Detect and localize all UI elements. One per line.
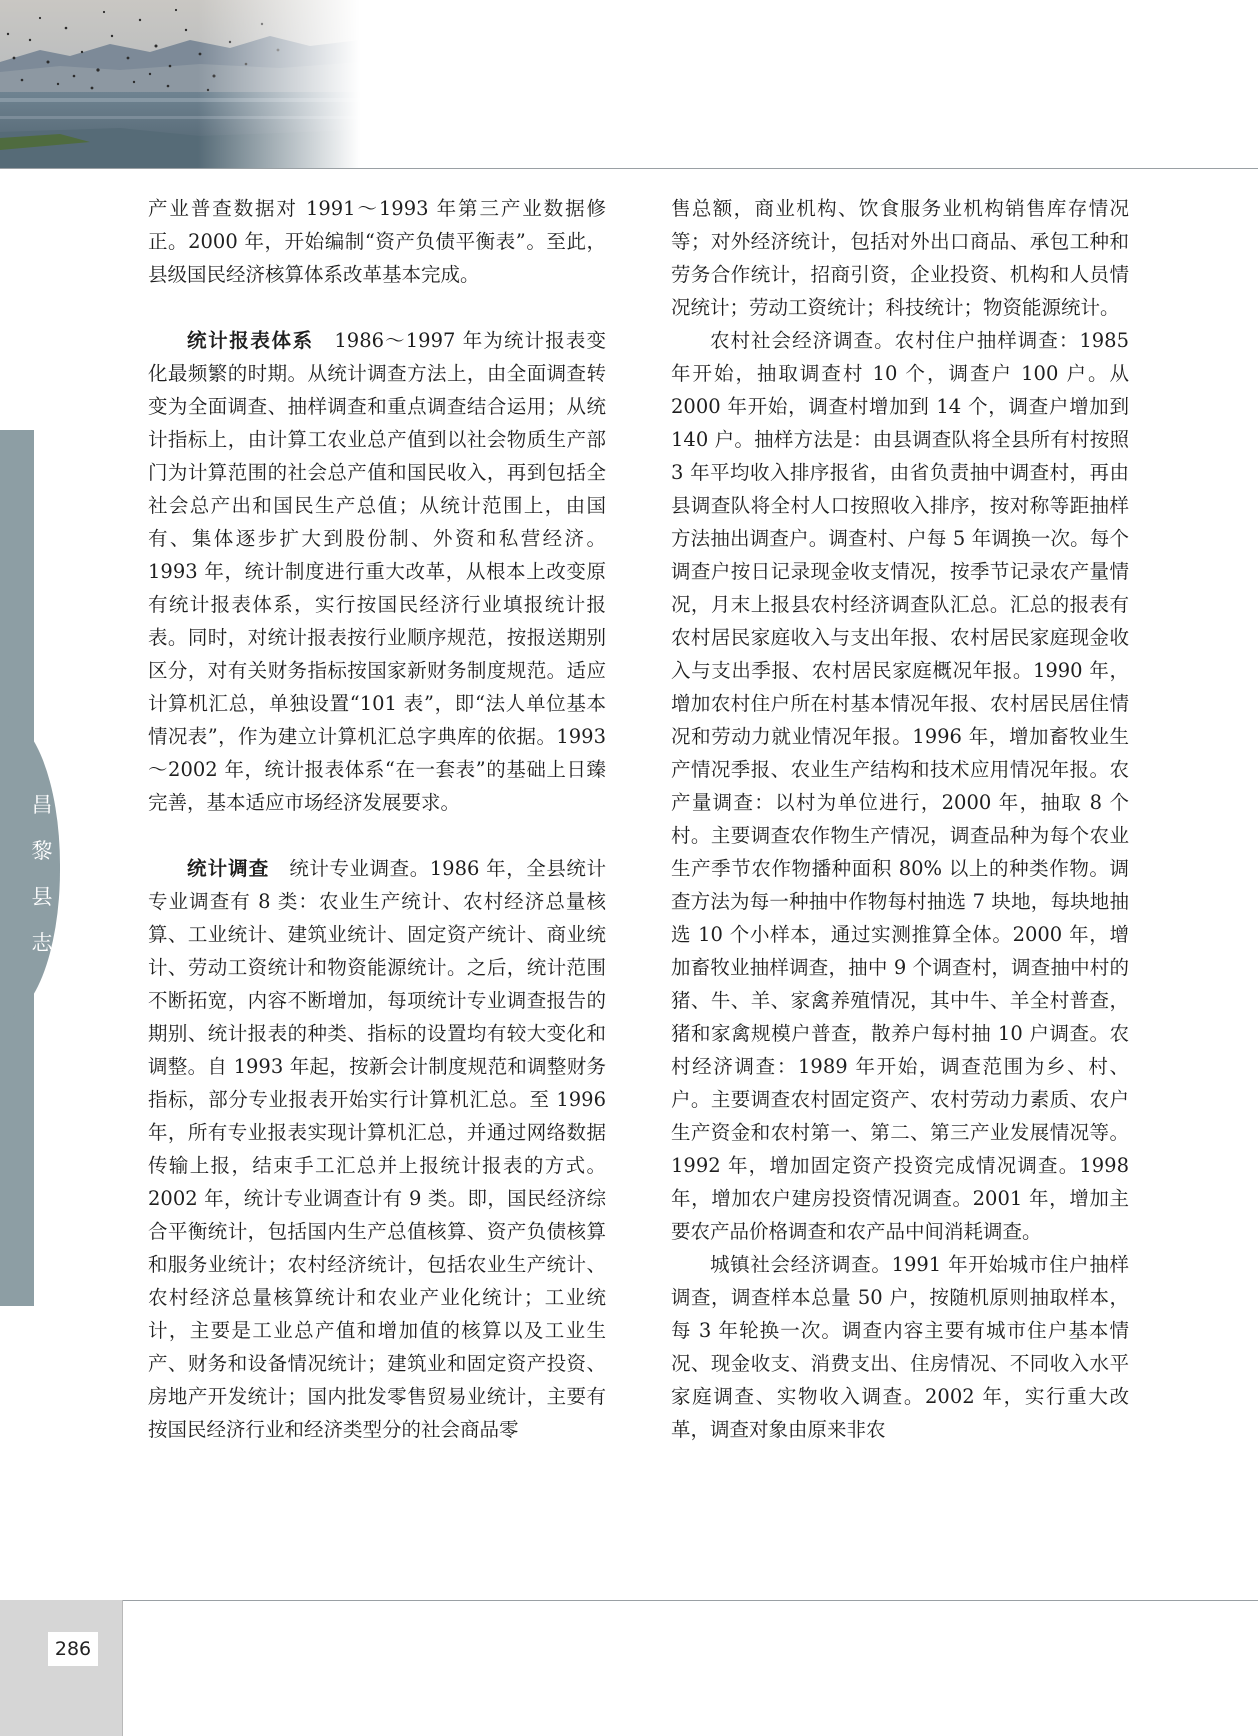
footer-divider xyxy=(122,1600,123,1736)
section-term: 统计报表体系 xyxy=(187,329,314,352)
paragraph-text: 1986～1997 年为统计报表变化最频繁的时期。从统计调查方法上，由全面调查转变为全面调查、抽样调查和重点调查结合运用；从统计指标上，由计算工农业总产值到以社会物质生产部门为计算范围的社会总产值和国民收入，再到包括全社会总产出和国民生产总值；从统计范围上，由国有、集体逐步扩大到股份制、外资和私营经济。1993 年，统计制度进行重大改革，从根本上改变原有统计报表体系，实行按国民经济行业填报统计报表。同时，对统计报表按行业顺序规范，按报送期别区分，对有关财务指标按国家新财务制度规范。适应计算机汇总，单独设置“101 表”，即“法人单位基本情况表”，作为建立计算机汇总字典库的依据。1993～2002 年，统计报表体系“在一套表”的基础上日臻完善，基本适应市场经济发展要求。 xyxy=(148,329,606,814)
paragraph: 售总额，商业机构、饮食服务业机构销售库存情况等；对外经济统计，包括对外出口商品、承包工种和劳务合作统计，招商引资，企业投资、机构和人员情况统计；劳动工资统计；科技统计；物资能源统计。 xyxy=(671,197,1129,319)
paragraph: 农村社会经济调查。农村住户抽样调查：1985 年开始，抽取调查村 10 个，调查户 100 户。从 2000 年开始，调查村增加到 14 个，调查户增加到 140 户。抽样方法是：由县调查队将全县所有村按照 3 年平均收入排序报省，由省负责抽中调查村，再由县调查队将全村人口按照收入排序，按对称等距抽样方法抽出调查户。调查村、户每 5 年调换一次。每个调查户按日记录现金收支情况，按季节记录农产量情况，月末上报县农村经济调查队汇总。汇总的报表有农村居民家庭收入与支出年报、农村居民家庭现金收入与支出季报、农村居民家庭概况年报。1990 年，增加农村住户所在村基本情况年报、农村居民居住情况和劳动力就业情况年报。1996 年，增加畜牧业生产情况季报、农业生产结构和技术应用情况年报。农产量调查：以村为单位进行，2000 年，抽取 8 个村。主要调查农作物生产情况，调查品种为每个农业生产季节农作物播种面积 80% 以上的种类作物。调查方法为每一种抽中作物每村抽选 7 块地，每块地抽选 10 个小样本，通过实测推算全体。2000 年，增加畜牧业抽样调查，抽中 9 个调查村，调查抽中村的猪、牛、羊、家禽养殖情况，其中牛、羊全村普查，猪和家禽规模户普查，散养户每村抽 10 户调查。农村经济调查：1989 年开始，调查范围为乡、村、户。主要调查农村固定资产、农村劳动力素质、农户生产资金和农村第一、第二、第三产业发展情况等。1992 年，增加固定资产投资完成情况调查。1998 年，增加农户建房投资情况调查。2001 年，增加主要农产品价格调查和农产品中间消耗调查。 xyxy=(671,329,1129,1243)
paragraph: 城镇社会经济调查。1991 年开始城市住户抽样调查，调查样本总量 50 户，按随机原则抽取样本，每 3 年轮换一次。调查内容主要有城市住户基本情况、现金收支、消费支出、住房情况、不同收入水平家庭调查、实物收入调查。2002 年，实行重大改革，调查对象由原来非农 xyxy=(671,1253,1129,1441)
paragraph-text: 统计专业调查。1986 年，全县统计专业调查有 8 类：农业生产统计、农村经济总量核算、工业统计、建筑业统计、固定资产统计、商业统计、劳动工资统计和物资能源统计。之后，统计范围不断拓宽，内容不断增加，每项统计专业调查报告的期别、统计报表的种类、指标的设置均有较大变化和调整。自 1993 年起，按新会计制度规范和调整财务指标，部分专业报表开始实行计算机汇总。至 1996 年，所有专业报表实现计算机汇总，并通过网络数据传输上报，结束手工汇总并上报统计报表的方式。2002 年，统计专业调查计有 9 类。即，国民经济综合平衡统计，包括国内生产总值核算、资产负债核算和服务业统计；农村经济统计，包括农业生产统计、农村经济总量核算统计和农业产业化统计；工业统计，主要是工业总产值和增加值的核算以及工业生产、财务和设备情况统计；建筑业和固定资产投资、房地产开发统计；国内批发零售贸易业统计，主要有按国民经济行业和经济类型分的社会商品零 xyxy=(148,857,606,1441)
book-title-char-4: 志 xyxy=(31,931,53,955)
footer-gray-block xyxy=(0,1600,122,1736)
header-rule xyxy=(0,168,1258,169)
left-text-column xyxy=(148,192,606,1446)
book-title-char-2: 黎 xyxy=(31,839,53,863)
section-term: 统计调查 xyxy=(187,857,270,880)
book-title-vertical xyxy=(30,782,54,966)
paragraph: 产业普查数据对 1991～1993 年第三产业数据修正。2000 年，开始编制“资产负债平衡表”。至此，县级国民经济核算体系改革基本完成。 xyxy=(148,197,606,286)
footer-rule xyxy=(122,1600,1258,1601)
header-landscape-photo xyxy=(0,0,360,168)
paragraph xyxy=(148,324,606,819)
right-text-column xyxy=(671,192,1129,1446)
paragraph xyxy=(148,852,606,1446)
book-title-char-3: 县 xyxy=(31,885,53,909)
page-number: 286 xyxy=(48,1632,98,1666)
book-title-char-1: 昌 xyxy=(31,793,53,817)
